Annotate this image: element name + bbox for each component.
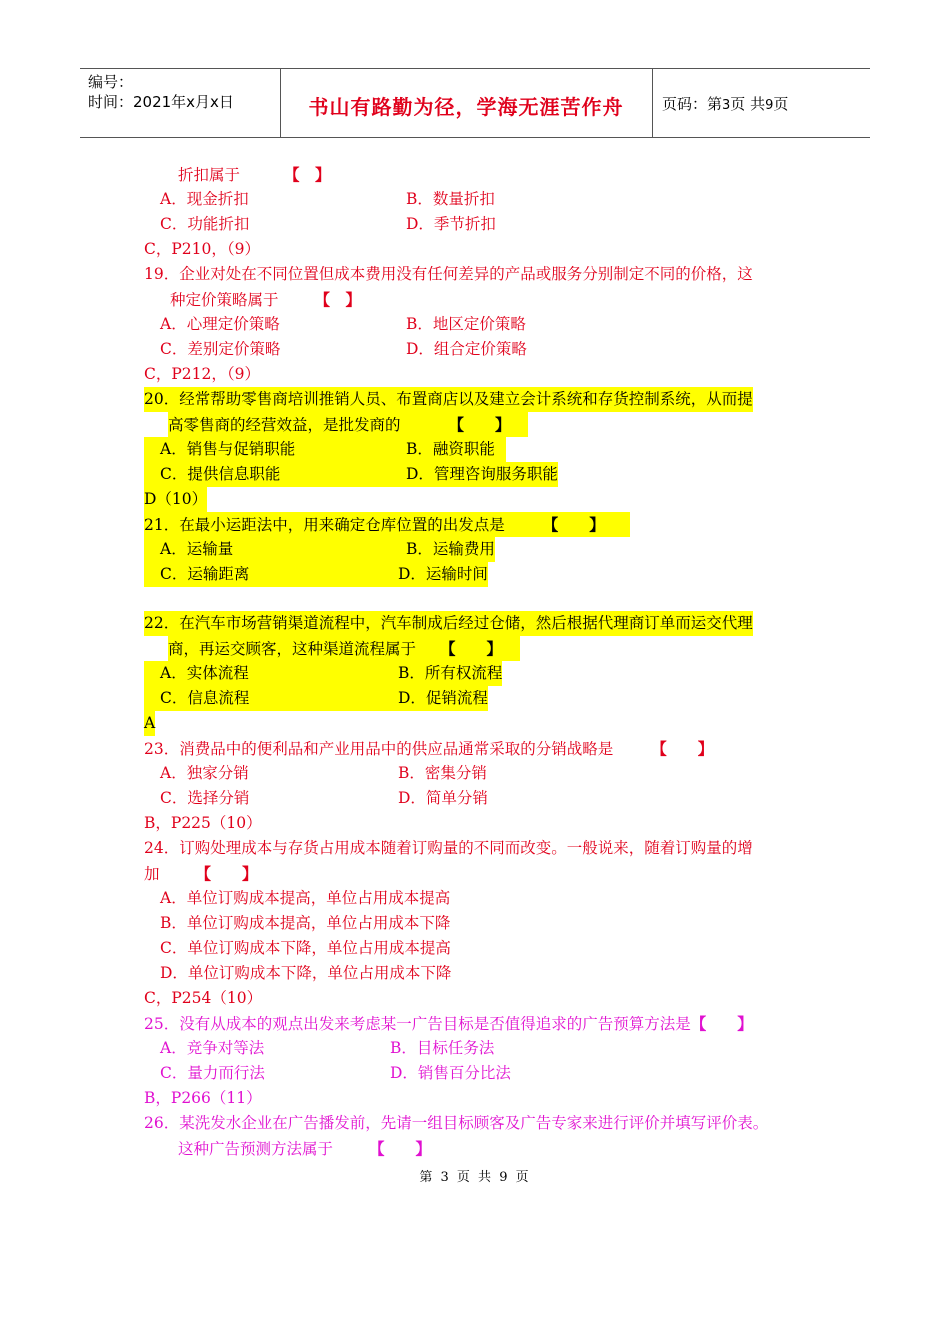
question-line: 种定价策略属于 [170,291,279,309]
page-prefix: 页码：第 [662,95,723,113]
page-header [80,68,870,138]
question-text [144,1011,753,1036]
question-text: 20．经常帮助零售商培训推销人员、布置商店以及建立会计系统和存货控制系统，从而提 [144,387,753,412]
option-c: C．信息流程 [144,686,398,711]
option-a: A．单位订购成本提高，单位占用成本提高 [160,889,451,907]
header-meta-cell [80,69,281,137]
option-b: B．所有权流程 [398,661,502,686]
option-a: A．实体流程 [144,661,398,686]
option-d: D．单位订购成本下降，单位占用成本下降 [160,964,452,982]
answer-key: D（10） [144,487,207,512]
question-line: 23．消费品中的便利品和产业用品中的供应品通常采取的分销战略是 [144,740,614,758]
question-text: 24．订购处理成本与存货占用成本随着订购量的不同而改变。一般说来，随着订购量的增 [144,839,753,857]
question-text: 26．某洗发水企业在广告播发前，先请一组目标顾客及广告专家来进行评价并填写评价表。 [144,1114,769,1132]
option-c: C．量力而行法 [160,1064,265,1082]
option-a: A．现金折扣 [160,190,249,208]
header-motto-cell [280,69,653,137]
option-a: A．心理定价策略 [160,315,280,333]
answer-bracket: 【 】 [440,639,503,658]
question-line: 21．在最小运距法中，用来确定仓库位置的出发点是 [144,516,505,534]
question-text [144,512,630,537]
answer-key: C，P210，（9） [144,240,260,258]
option-d: D．销售百分比法 [390,1064,511,1082]
option-d: D．组合定价策略 [406,340,527,358]
option-d: D．运输时间 [398,562,488,587]
option-c: C．提供信息职能 [144,462,406,487]
option-d: D．促销流程 [398,686,488,711]
page-footer: 第 3 页 共 9 页 [419,1170,531,1185]
question-text: 19．企业对处在不同位置但成本费用没有任何差异的产品或服务分别制定不同的价格，这 [144,265,753,283]
option-c: C．选择分销 [160,789,250,807]
question-text [168,636,520,661]
question-line: 加 [144,865,160,883]
answer-bracket: 【 】 [651,739,714,758]
time-label: 时间：2021年x月x日 [88,93,234,111]
option-a: A．销售与促销职能 [144,437,506,462]
option-b: B．数量折扣 [406,190,495,208]
question-text: 22．在汽车市场营销渠道流程中，汽车制成后经过仓储，然后根据代理商订单而运交代理 [144,611,753,636]
answer-key: A [144,711,155,736]
answer-bracket: 【 】 [369,1139,432,1158]
answer-key: B，P266（11） [144,1089,262,1107]
answer-key: B，P225（10） [144,814,262,832]
option-a: A．独家分销 [160,764,249,782]
page-indicator [662,93,788,114]
question-text [144,736,713,761]
motto: 书山有路勤为径，学海无涯苦作舟 [308,95,624,119]
answer-key: C，P254（10） [144,989,263,1007]
header-page-cell [652,69,870,137]
option-d: D．季节折扣 [406,215,496,233]
option-a: A．运输量 [144,537,406,562]
page-total: 9 [765,98,774,113]
answer-bracket: 【 】 [284,165,331,184]
question-line: 这种广告预测方法属于 [178,1140,334,1158]
option-b: B．运输费用 [406,537,495,562]
answer-bracket: 【 】 [542,515,605,534]
answer-bracket: 【 】 [690,1014,753,1033]
option-c: C．差别定价策略 [160,340,281,358]
answer-bracket: 【 】 [314,290,362,309]
option-c: C．运输距离 [144,562,398,587]
option-d: D．管理咨询服务职能 [406,462,558,487]
question-line: 25．没有从成本的观点出发来考虑某一广告目标是否值得追求的广告预算方法是 [144,1015,691,1033]
question-line: 商，再运交顾客，这种渠道流程属于 [168,640,417,658]
question-text [144,861,258,886]
option-c: C．单位订购成本下降，单位占用成本提高 [160,939,451,957]
option-b: B．目标任务法 [390,1039,495,1057]
question-text [178,1136,431,1161]
answer-bracket: 【 】 [195,864,258,883]
option-b: B．融资职能 [406,437,495,462]
option-a: A．竞争对等法 [160,1039,265,1057]
question-line: 折扣属于 [178,166,241,184]
option-b: B．地区定价策略 [406,315,526,333]
page-suffix: 页 [773,95,789,113]
option-c: C．功能折扣 [160,215,250,233]
page-mid: 页 共 [730,95,766,113]
page-current: 3 [722,98,731,113]
option-d: D．简单分销 [398,789,488,807]
number-label: 编号： [88,73,134,91]
question-text [178,162,331,187]
option-b: B．单位订购成本提高，单位占用成本下降 [160,914,451,932]
answer-bracket: 【 】 [448,415,511,434]
option-b: B．密集分销 [398,764,487,782]
question-text [168,412,528,437]
question-text [170,287,361,312]
question-line: 高零售商的经营效益，是批发商的 [168,416,401,434]
answer-key: C，P212，（9） [144,365,260,383]
